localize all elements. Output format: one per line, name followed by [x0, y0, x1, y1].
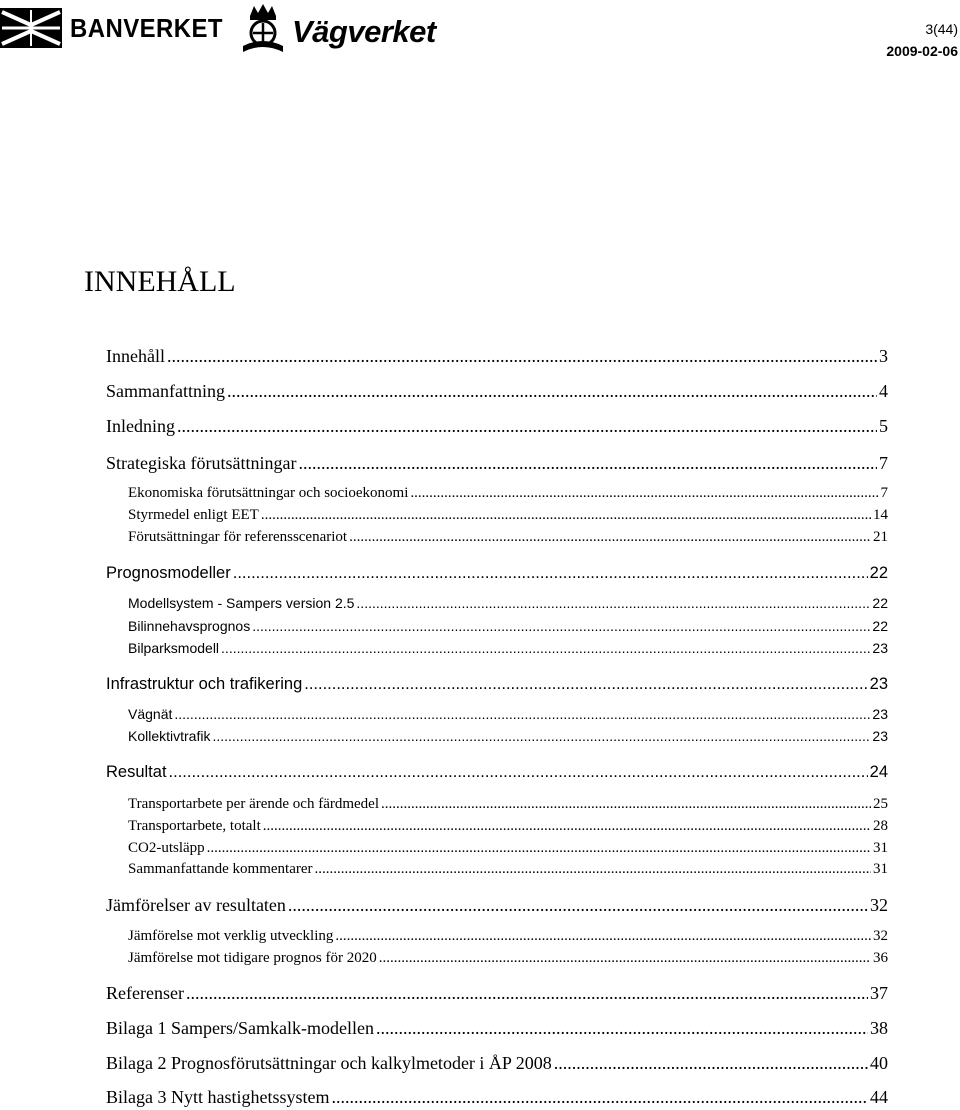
toc-entry-label: Inledning — [106, 416, 175, 436]
toc-entry-label: Styrmedel enligt EET — [128, 507, 259, 523]
toc-leader — [315, 860, 871, 879]
toc-entry-label: Jämförelse mot tidigare prognos för 2020 — [128, 950, 377, 966]
toc-entry-label: Innehåll — [106, 346, 165, 366]
toc-leader — [221, 639, 870, 658]
toc-leader — [335, 927, 871, 946]
toc-leader — [379, 949, 871, 968]
toc-entry-page: 23 — [872, 640, 888, 656]
toc-leader — [381, 795, 871, 814]
toc-entry[interactable] — [128, 639, 888, 658]
toc-leader — [233, 562, 868, 584]
toc-entry-label: Jämförelse mot verklig utveckling — [128, 928, 334, 944]
toc-leader — [410, 484, 878, 503]
toc-entry-label: Prognosmodeller — [106, 564, 231, 582]
toc-entry-page: 22 — [869, 564, 888, 582]
toc-entry-page: 4 — [879, 381, 888, 401]
toc-entry[interactable] — [128, 860, 888, 879]
toc-leader — [174, 705, 870, 724]
toc-leader — [554, 1052, 868, 1074]
toc-entry-label: Sammanfattning — [106, 381, 225, 401]
toc-leader — [212, 727, 870, 746]
toc-entry-page: 22 — [872, 618, 888, 634]
toc-entry[interactable] — [106, 761, 888, 783]
toc-entry-label: Bilaga 3 Nytt hastighetssystem — [106, 1087, 330, 1107]
toc-entry-label: Vägnät — [128, 706, 173, 722]
toc-entry-label: Transportarbete, totalt — [128, 818, 261, 834]
toc-leader — [304, 673, 867, 695]
toc-entry[interactable] — [128, 839, 888, 858]
toc-entry-label: Sammanfattande kommentarer — [128, 861, 313, 877]
toc-entry[interactable] — [106, 673, 888, 695]
toc-entry[interactable] — [106, 562, 888, 584]
toc-entry-page: 3 — [879, 346, 888, 366]
toc-entry-page: 24 — [869, 763, 888, 781]
toc-entry[interactable] — [128, 528, 888, 547]
toc-entry[interactable] — [106, 380, 888, 402]
toc-entry[interactable] — [128, 506, 888, 525]
toc-entry-page: 7 — [880, 485, 888, 501]
toc-entry-page: 28 — [873, 818, 888, 834]
toc-entry-page: 21 — [873, 529, 888, 545]
toc-entry-page: 22 — [872, 595, 888, 611]
toc-entry-label: Infrastruktur och trafikering — [106, 675, 303, 693]
toc-entry-label: CO2-utsläpp — [128, 840, 205, 856]
toc-entry-page: 25 — [873, 796, 888, 812]
toc-entry[interactable] — [128, 594, 888, 613]
toc-entry-label: Förutsättningar för referensscenariot — [128, 529, 348, 545]
toc-entry-label: Resultat — [106, 763, 167, 781]
toc-entry[interactable] — [106, 415, 888, 437]
toc-entry-label: Bilinnehavsprognos — [128, 618, 251, 634]
toc-entry[interactable] — [106, 894, 888, 916]
toc-leader — [356, 594, 870, 613]
toc-leader — [177, 415, 877, 437]
toc-entry[interactable] — [106, 982, 888, 1004]
toc-entry[interactable] — [128, 705, 888, 724]
toc-entry-label: Transportarbete per ärende och färdmedel — [128, 796, 380, 812]
toc-entry-label: Ekonomiska förutsättningar och socioekonomi — [128, 485, 409, 501]
toc-entry[interactable] — [128, 817, 888, 836]
toc-entry-page: 40 — [870, 1053, 888, 1073]
toc-entry-page: 44 — [870, 1087, 888, 1107]
page-number: 3(44) — [925, 21, 958, 37]
toc-leader — [186, 982, 868, 1004]
toc-leader — [261, 506, 871, 525]
toc-entry-label: Kollektivtrafik — [128, 728, 211, 744]
toc-entry-label: Referenser — [106, 983, 184, 1003]
toc-entry[interactable] — [106, 452, 888, 474]
toc-entry-page: 5 — [879, 416, 888, 436]
toc-entry[interactable] — [128, 795, 888, 814]
vagverket-wordmark: Vägverket — [292, 13, 436, 49]
toc-leader — [298, 452, 877, 474]
toc-leader — [376, 1017, 868, 1039]
toc-entry-page: 23 — [872, 728, 888, 744]
toc-entry-page: 23 — [869, 675, 888, 693]
toc-leader — [169, 761, 868, 783]
toc-entry-page: 31 — [873, 840, 888, 856]
toc-entry-page: 37 — [870, 983, 888, 1003]
toc-entry[interactable] — [106, 1017, 888, 1039]
toc-entry-page: 7 — [879, 453, 888, 473]
toc-entry-label: Modellsystem - Sampers version 2.5 — [128, 595, 355, 611]
toc-entry[interactable] — [106, 1052, 888, 1074]
toc-entry[interactable] — [128, 617, 888, 636]
toc-leader — [252, 617, 870, 636]
toc-entry[interactable] — [128, 949, 888, 968]
banverket-wordmark: BANVERKET — [70, 13, 223, 43]
toc-entry-label: Bilaga 1 Sampers/Samkalk-modellen — [106, 1018, 374, 1038]
toc-entry-page: 36 — [873, 950, 888, 966]
toc-entry-page: 38 — [870, 1018, 888, 1038]
toc-entry-label: Strategiska förutsättningar — [106, 453, 297, 473]
toc-entry[interactable] — [128, 727, 888, 746]
toc-entry-page: 32 — [870, 895, 888, 915]
toc-entry-page: 31 — [873, 861, 888, 877]
toc-entry[interactable] — [128, 927, 888, 946]
page-title: INNEHÅLL — [84, 265, 236, 298]
toc-entry-label: Bilparksmodell — [128, 640, 220, 656]
toc-leader — [349, 528, 871, 547]
toc-entry-label: Bilaga 2 Prognosförutsättningar och kalkylmetoder i ÅP 2008 — [106, 1053, 552, 1073]
toc-leader — [331, 1086, 868, 1108]
toc-entry-page: 32 — [873, 928, 888, 944]
toc-leader — [167, 345, 877, 367]
toc-entry[interactable] — [106, 1086, 888, 1108]
document-date: 2009-02-06 — [886, 43, 958, 59]
toc-entry[interactable] — [106, 345, 888, 367]
toc-leader — [227, 380, 877, 402]
toc-leader — [288, 894, 868, 916]
toc-leader — [207, 839, 871, 858]
toc-leader — [263, 817, 871, 836]
toc-entry[interactable] — [128, 484, 888, 503]
toc-entry-page: 14 — [873, 507, 888, 523]
toc-entry-label: Jämförelser av resultaten — [106, 895, 286, 915]
toc-entry-page: 23 — [872, 706, 888, 722]
